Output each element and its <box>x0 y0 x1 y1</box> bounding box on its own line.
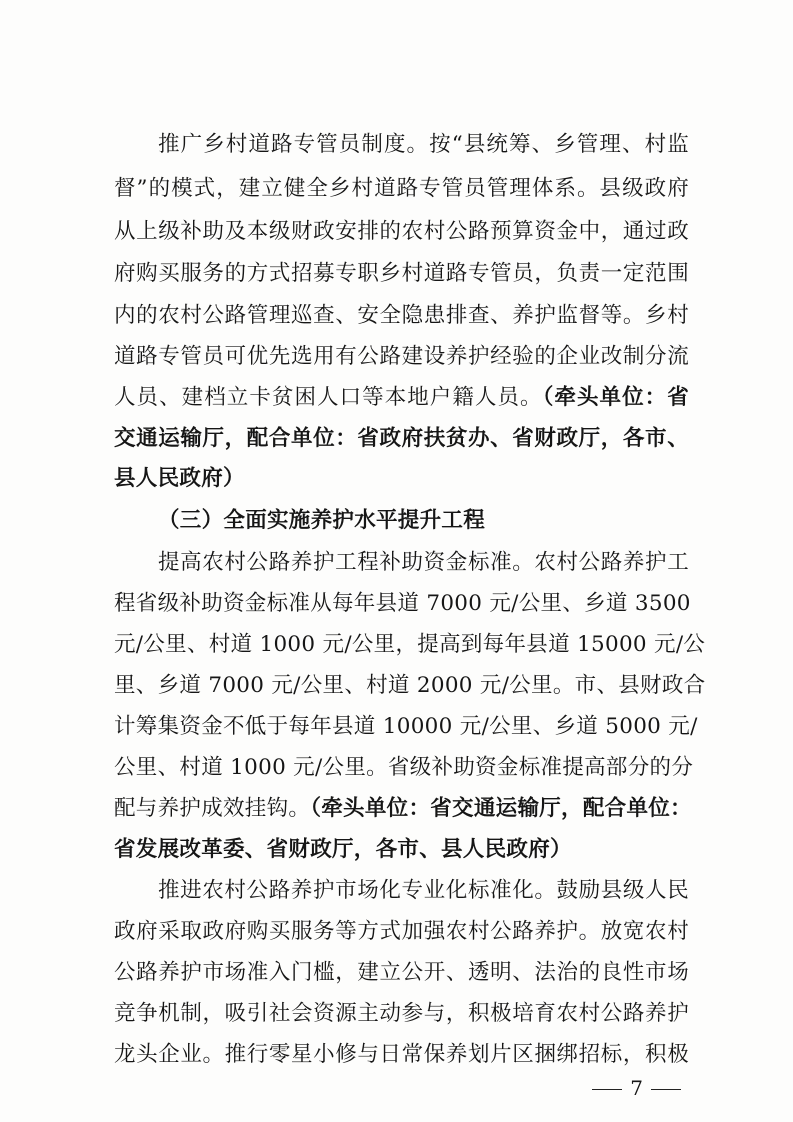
text-segment: 程省级补助资金标准从每年县道 7000 元/公里、乡道 3500 <box>114 591 691 616</box>
text-line <box>114 914 689 950</box>
text-segment: 从上级补助及本级财政安排的农村公路预算资金中，通过政 <box>114 219 689 244</box>
page-number <box>0 1074 689 1102</box>
text-segment: 公路养护市场准入门槛，建立公开、透明、法治的良性市场 <box>114 960 689 985</box>
text-line <box>158 545 689 581</box>
section-heading-text: （三）全面实施养护水平提升工程 <box>158 508 486 533</box>
text-segment: 计筹集资金不低于每年县道 10000 元/公里、乡道 5000 元/ <box>114 714 698 739</box>
text-segment: 竞争机制，吸引社会资源主动参与，积极培育农村公路养护 <box>114 1001 689 1026</box>
text-line <box>114 421 689 457</box>
text-line <box>158 127 689 163</box>
text-line <box>114 298 689 334</box>
text-segment: 公里、村道 1000 元/公里。省级补助资金标准提高部分的分 <box>114 755 694 780</box>
text-line <box>114 586 689 622</box>
text-segment: 政府采取政府购买服务等方式加强农村公路养护。放宽农村 <box>114 919 689 944</box>
text-line <box>114 1037 689 1073</box>
text-line <box>114 955 689 991</box>
lead-unit-text: 交通运输厅，配合单位：省政府扶贫办、省财政厅，各市、 <box>114 426 689 451</box>
text-segment: 人员、建档立卡贫困人口等本地户籍人员。 <box>114 385 543 410</box>
text-segment: 元/公里、村道 1000 元/公里，提高到每年县道 15000 元/公 <box>114 632 706 657</box>
text-line <box>114 627 706 663</box>
text-line <box>114 461 689 497</box>
lead-unit-text: 省发展改革委、省财政厅，各市、县人民政府） <box>114 837 572 862</box>
text-line <box>114 791 692 827</box>
text-line <box>114 709 698 745</box>
text-line <box>114 380 689 416</box>
text-line <box>114 750 694 786</box>
text-segment: 道路专管员可优先选用有公路建设养护经验的企业改制分流 <box>114 344 689 369</box>
section-heading-line <box>158 503 689 539</box>
text-line <box>114 996 689 1032</box>
text-line <box>114 256 689 292</box>
lead-unit-text: （牵头单位：省 <box>542 385 690 410</box>
text-segment: 提高农村公路养护工程补助资金标准。农村公路养护工 <box>158 550 689 575</box>
text-line <box>114 668 706 704</box>
text-segment: 配与养护成效挂钩。 <box>114 796 311 821</box>
text-line <box>114 214 689 250</box>
text-segment: 龙头企业。推行零星小修与日常保养划片区捆绑招标，积极 <box>114 1042 689 1067</box>
lead-unit-text: 县人民政府） <box>114 466 245 491</box>
text-segment: 推广乡村道路专管员制度。按“县统筹、乡管理、村监 <box>158 132 689 157</box>
text-line <box>114 339 689 375</box>
text-line <box>114 171 689 207</box>
page-number-dash-right <box>651 1089 681 1090</box>
page-number-value: 7 <box>630 1076 643 1100</box>
text-line <box>158 873 689 909</box>
text-segment: 内的农村公路管理巡查、安全隐患排查、养护监督等。乡村 <box>114 303 689 328</box>
text-segment: 推进农村公路养护市场化专业化标准化。鼓励县级人民 <box>158 878 689 903</box>
lead-unit-text: （牵头单位：省交通运输厅，配合单位： <box>310 796 692 821</box>
text-line <box>114 832 689 868</box>
text-segment: 督”的模式，建立健全乡村道路专管员管理体系。县级政府 <box>114 176 689 201</box>
text-segment: 府购买服务的方式招募专职乡村道路专管员，负责一定范围 <box>114 261 689 286</box>
page-number-dash-left <box>592 1089 622 1090</box>
text-segment: 里、乡道 7000 元/公里、村道 2000 元/公里。市、县财政合 <box>114 673 706 698</box>
